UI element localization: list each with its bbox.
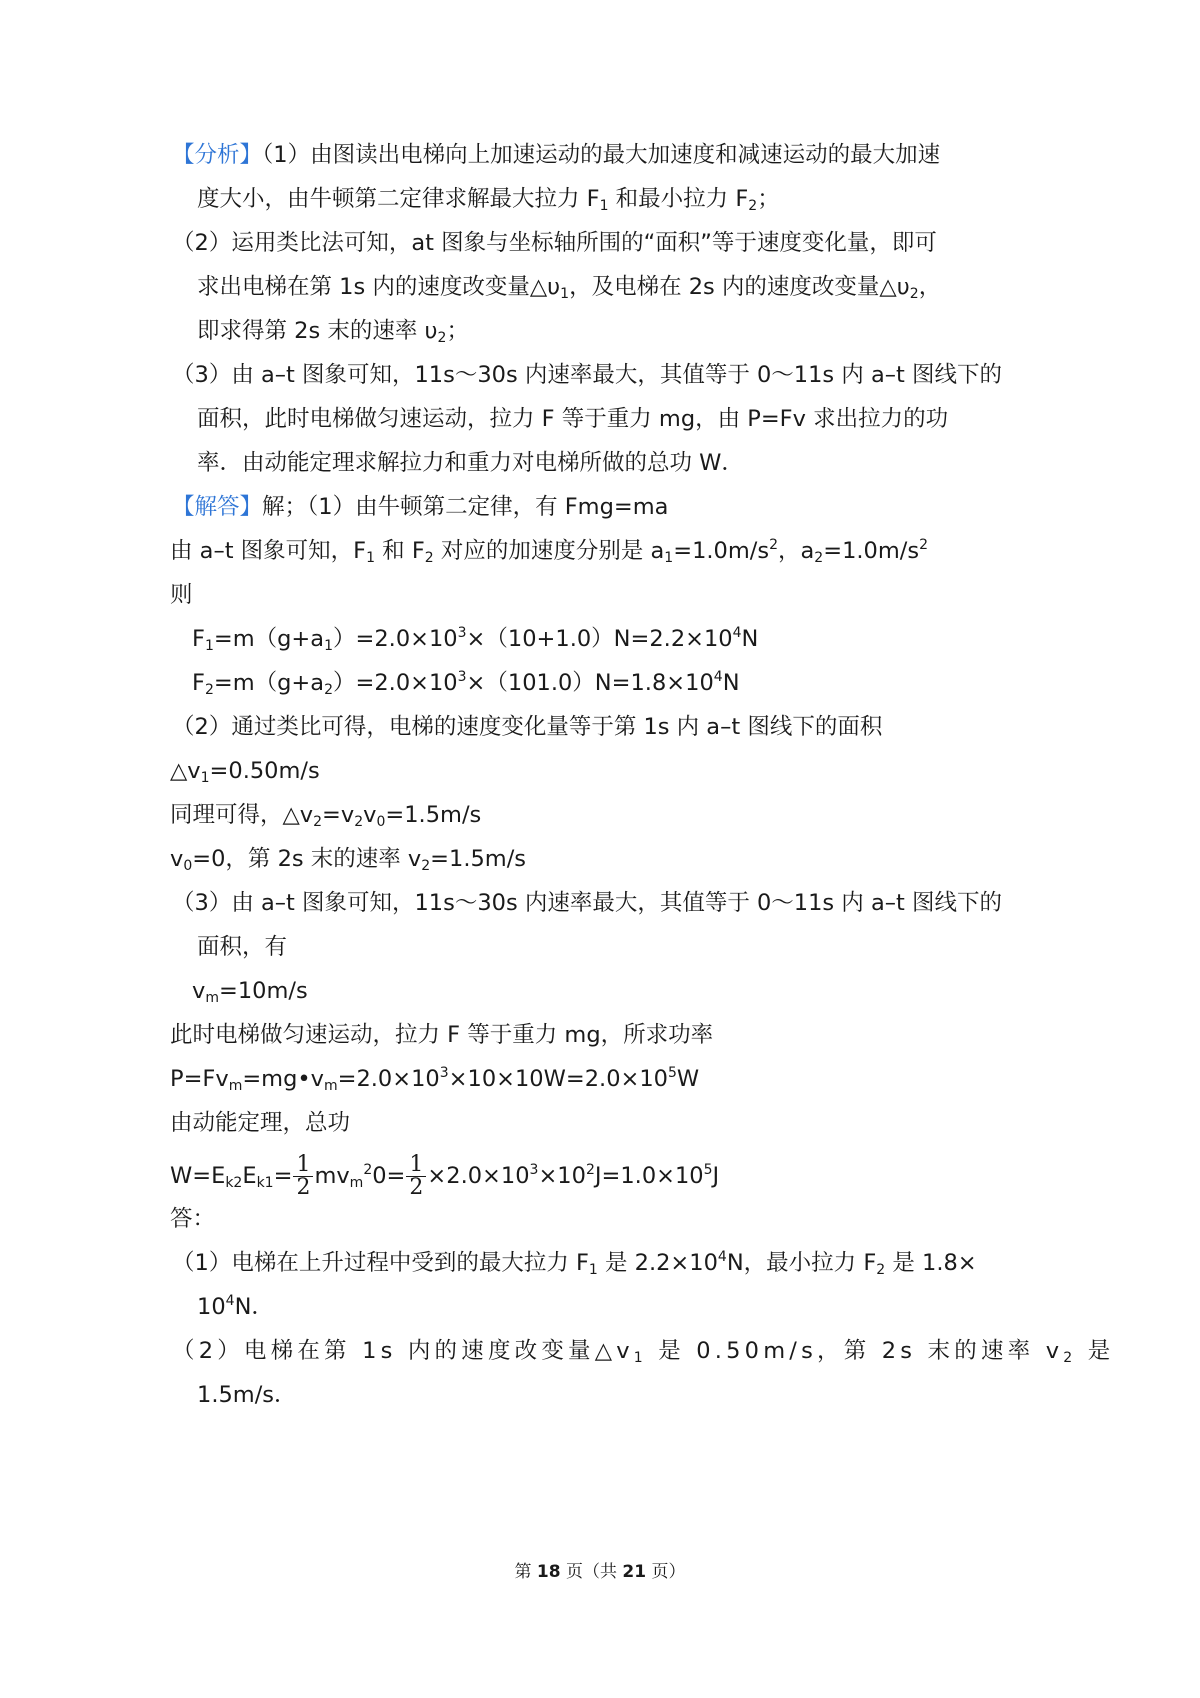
superscript: 4 — [713, 669, 723, 685]
text: N． — [234, 1294, 274, 1320]
text: 此时电梯做匀速运动，拉力 F 等于重力 mg，所求功率 — [170, 1022, 714, 1048]
subscript: 2 — [324, 682, 333, 698]
solution-line-7 — [170, 842, 1140, 876]
analysis-tag: 【分析】 — [172, 142, 263, 168]
text: （3）由 a–t 图象可知，11s～30s 内速率最大，其值等于 0～11s 内 a–t 图线下的 — [172, 890, 1002, 916]
solution-line-10 — [192, 974, 1140, 1008]
solution-line-13 — [170, 1106, 1140, 1140]
text: = — [273, 1163, 293, 1189]
text: 和最小拉力 F — [608, 186, 749, 212]
text: =mg•v — [242, 1066, 324, 1092]
text: ﻿v — [363, 802, 377, 828]
answer-heading — [170, 1202, 1140, 1236]
text: 对应的加速度分别是 a — [433, 538, 665, 564]
text: 解；（1）由牛顿第二定律，有 F﻿mg=ma — [262, 494, 669, 520]
text: ×10 — [538, 1163, 586, 1189]
subscript: m — [323, 1078, 338, 1094]
fraction-one-half — [293, 1154, 313, 1199]
answer-1-line-2 — [197, 1290, 1140, 1324]
superscript: 4 — [225, 1293, 235, 1309]
superscript: 3 — [439, 1065, 449, 1081]
text: 求出电梯在第 1s 内的速度改变量△υ — [197, 274, 561, 300]
text: =1.0m/s — [673, 538, 770, 564]
subscript: m — [205, 990, 219, 1006]
text: （1）电梯在上升过程中受到的最大拉力 F — [172, 1250, 589, 1276]
text: v — [192, 978, 206, 1004]
solution-line-5 — [170, 754, 1140, 788]
subscript: 2 — [424, 550, 434, 566]
text: =10m/s — [218, 978, 308, 1004]
text: 是 1.8× — [885, 1250, 977, 1276]
solution-line-8 — [172, 886, 1140, 920]
text: 是 0.50m/s，第 2s 末的速率 v — [646, 1338, 1064, 1364]
subscript: 2 — [437, 330, 447, 346]
text: 面积，有 — [197, 934, 288, 960]
text: 面积，此时电梯做匀速运动，拉力 F 等于重力 mg，由 P=Fv 求出拉力的功 — [197, 406, 949, 432]
subscript: 2 — [909, 286, 919, 302]
superscript: 2 — [919, 537, 928, 553]
superscript: 2 — [363, 1162, 373, 1178]
text: 答： — [170, 1206, 216, 1232]
subscript: 1 — [204, 638, 214, 654]
text: 由动能定理，总功 — [170, 1110, 351, 1136]
solution-line-11 — [170, 1018, 1140, 1052]
text: =﻿1.0m/s — [823, 538, 920, 564]
fraction-denominator: 2 — [409, 1175, 424, 1200]
answer-2-line-2 — [197, 1378, 1140, 1412]
text: 是 — [1076, 1338, 1115, 1364]
analysis-line-8 — [197, 446, 1140, 480]
text: J=1.0×10 — [594, 1163, 704, 1189]
text: =v — [322, 802, 355, 828]
subscript: 2 — [814, 550, 824, 566]
analysis-line-4 — [197, 270, 1140, 304]
subscript: 2 — [313, 814, 323, 830]
text: 即求得第 2s 末的速率 υ — [197, 318, 438, 344]
formula-work — [170, 1152, 1140, 1200]
text: =2.0×10 — [337, 1066, 440, 1092]
text: =m（g+a — [213, 670, 325, 696]
analysis-text: （1）由图读出电梯向上加速运动的最大加速度和减速运动的最大加速 — [262, 142, 941, 168]
subscript: 1 — [366, 550, 376, 566]
text: ； — [757, 186, 780, 212]
text: 第 — [514, 1562, 537, 1582]
superscript: 4 — [732, 625, 742, 641]
text: =1.5m/s — [385, 802, 482, 828]
text: ﻿E — [242, 1163, 257, 1189]
formula-f2 — [192, 666, 1140, 700]
subscript: 1 — [588, 1262, 598, 1278]
superscript: 2 — [769, 537, 778, 553]
fraction-numerator: 1 — [406, 1154, 426, 1177]
text: F — [192, 626, 205, 652]
answer-1-line-1 — [172, 1246, 1140, 1280]
subscript: 0 — [183, 858, 193, 874]
page-number: 18 — [536, 1562, 561, 1582]
subscript: 2 — [204, 682, 214, 698]
text: （2）电梯在第 1s 内的速度改变量△v — [172, 1338, 634, 1364]
text: 由 a–t 图象可知，F — [170, 538, 367, 564]
text: =m（g+a — [213, 626, 325, 652]
solution-line-1 — [172, 490, 1140, 524]
text: J — [712, 1163, 720, 1189]
subscript: 1 — [633, 1350, 647, 1366]
text: N，最小拉力 F — [726, 1250, 877, 1276]
text: W=E — [170, 1163, 226, 1189]
subscript: m — [228, 1078, 243, 1094]
solution-line-4 — [172, 710, 1140, 744]
subscript: 1 — [560, 286, 570, 302]
text: 率．由动能定理求解拉力和重力对电梯所做的总功 W． — [197, 450, 744, 476]
text: N — [722, 670, 740, 696]
text: 页） — [646, 1562, 686, 1582]
subscript: 1 — [599, 198, 609, 214]
solution-line-2 — [170, 534, 1140, 568]
page-footer — [0, 1560, 1200, 1584]
text: =0.50m/s — [209, 758, 320, 784]
text: ×10×10W=2.0×10 — [448, 1066, 668, 1092]
formula-f1 — [192, 622, 1140, 656]
superscript: 2 — [585, 1162, 595, 1178]
subscript: 0 — [376, 814, 386, 830]
superscript: 4 — [717, 1249, 727, 1265]
solution-line-9 — [197, 930, 1140, 964]
text: P=Fv — [170, 1066, 229, 1092]
text: ， — [918, 274, 942, 300]
superscript: 5 — [668, 1065, 677, 1081]
subscript: 2 — [748, 198, 758, 214]
text: 1.5m/s． — [197, 1382, 297, 1408]
text: ）=2.0×10 — [333, 670, 458, 696]
text: 10 — [197, 1294, 226, 1320]
subscript: 2 — [876, 1262, 886, 1278]
analysis-line-5 — [197, 314, 1140, 348]
subscript: k1 — [256, 1175, 274, 1191]
formula-power — [170, 1062, 1140, 1096]
text: 同理可得，△v — [170, 802, 314, 828]
subscript: k2 — [225, 1175, 243, 1191]
subscript: 2 — [354, 814, 364, 830]
text: 和 F — [375, 538, 425, 564]
text: 是 2.2×10 — [597, 1250, 718, 1276]
text: ﻿0= — [372, 1163, 406, 1189]
text: ×2.0×10 — [427, 1163, 530, 1189]
analysis-line-2 — [197, 182, 1140, 216]
text: ，及电梯在 2s 内的速度改变量△υ — [569, 274, 910, 300]
subscript: m — [349, 1175, 364, 1191]
analysis-line-1 — [172, 138, 1140, 172]
text: ×（10﻿1.0）N=1.8×10 — [466, 670, 714, 696]
superscript: 3 — [457, 669, 467, 685]
text: 度大小，由牛顿第二定律求解最大拉力 F — [197, 186, 600, 212]
analysis-line-7 — [197, 402, 1140, 436]
superscript: 3 — [457, 625, 467, 641]
text: ； — [446, 318, 469, 344]
subscript: 1 — [324, 638, 333, 654]
text: △v — [170, 758, 201, 784]
subscript: 1 — [200, 770, 210, 786]
text: =1.5m/s — [430, 846, 527, 872]
fraction-one-half — [406, 1154, 426, 1199]
subscript: 2 — [421, 858, 431, 874]
text: 则 — [170, 582, 193, 608]
solution-line-3 — [170, 578, 1140, 612]
text: F — [192, 670, 205, 696]
text: （3）由 a–t 图象可知，11s～30s 内速率最大，其值等于 0～11s 内 a–t 图线下的 — [172, 362, 1002, 388]
solution-tag: 【解答】 — [172, 494, 263, 520]
text: （2）运用类比法可知，a﻿t 图象与坐标轴所围的“面积”等于速度变化量，即可 — [172, 230, 937, 256]
superscript: 5 — [703, 1162, 713, 1178]
text: ，a — [778, 538, 815, 564]
fraction-denominator: 2 — [296, 1175, 311, 1200]
text: ×（10+1.0）N=2.2×10 — [466, 626, 733, 652]
solution-line-6 — [170, 798, 1140, 832]
analysis-line-6 — [172, 358, 1140, 392]
text: v — [170, 846, 184, 872]
text: ）=2.0×10 — [333, 626, 458, 652]
text: mv — [314, 1163, 350, 1189]
text: W — [676, 1066, 700, 1092]
subscript: 2 — [1063, 1350, 1077, 1366]
answer-2-line-1 — [172, 1334, 1140, 1368]
superscript: 3 — [529, 1162, 539, 1178]
subscript: 1 — [664, 550, 674, 566]
text: （2）通过类比可得，电梯的速度变化量等于第 1s 内 a–t 图线下的面积 — [172, 714, 883, 740]
total-pages: 21 — [622, 1562, 647, 1582]
fraction-numerator: 1 — [293, 1154, 313, 1177]
text: N — [741, 626, 759, 652]
text: 页（共 — [560, 1562, 623, 1582]
analysis-line-3 — [172, 226, 1140, 260]
text: =0，第 2s 末的速率 v — [192, 846, 422, 872]
